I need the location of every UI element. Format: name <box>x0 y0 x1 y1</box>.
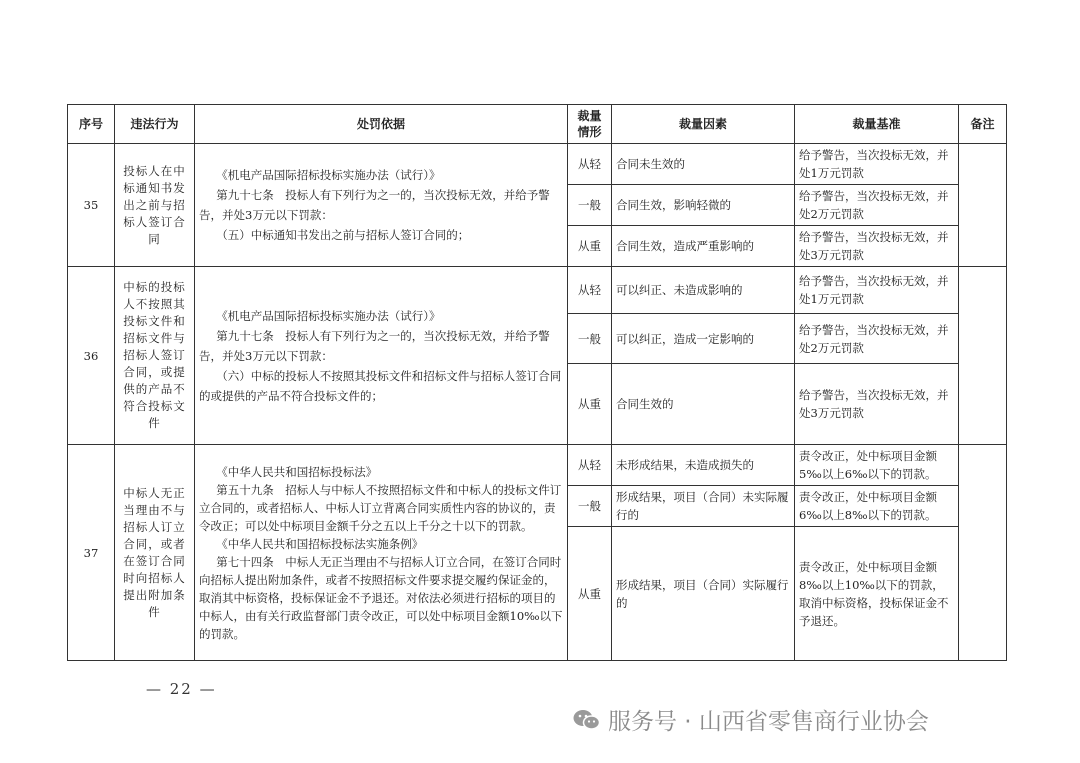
level-cell: 从重 <box>568 527 612 661</box>
violation-act: 中标人无正当理由不与招标人订立合同，或者在签订合同时向招标人提出附加条件 <box>115 445 195 661</box>
basis-item: （五）中标通知书发出之前与招标人签订合同的； <box>216 228 470 242</box>
violation-act: 投标人在中标通知书发出之前与招标人签订合同 <box>115 144 195 267</box>
header-standard: 裁量基准 <box>795 105 959 144</box>
table-row <box>68 267 1007 314</box>
level-cell: 一般 <box>568 185 612 226</box>
wechat-icon <box>572 708 602 732</box>
basis-clause-1: 第五十九条 招标人与中标人不按照招标文件和中标人的投标文件订立合同的，或者招标人、中标人订立背离合同实质性内容的协议的，责令改正；可以处中标项目金额千分之五以上千分之十以下的罚款。 <box>199 482 562 533</box>
basis-clause: 第九十七条 投标人有下列行为之一的，当次投标无效，并给予警告，并处3万元以下罚款： <box>199 188 550 222</box>
standard-cell: 给予警告，当次投标无效，并处2万元罚款 <box>795 314 959 364</box>
standard-cell: 责令改正，处中标项目金额6‰以上8‰以下的罚款。 <box>795 486 959 527</box>
factor-cell: 合同生效的 <box>612 364 795 445</box>
factor-cell: 可以纠正，造成一定影响的 <box>612 314 795 364</box>
standard-cell: 责令改正，处中标项目金额5‰以上6‰以下的罚款。 <box>795 445 959 486</box>
basis-title: 《机电产品国际招标投标实施办法（试行）》 <box>216 308 441 323</box>
factor-cell: 合同生效，造成严重影响的 <box>612 226 795 267</box>
header-situation: 裁量情形 <box>568 105 612 144</box>
standard-cell: 给予警告，当次投标无效，并处3万元罚款 <box>795 226 959 267</box>
header-factor: 裁量因素 <box>612 105 795 144</box>
level-cell: 从重 <box>568 364 612 445</box>
table-row <box>68 445 1007 486</box>
basis-title: 《机电产品国际招标投标实施办法（试行）》 <box>216 168 441 182</box>
header-no: 序号 <box>68 105 115 144</box>
basis-title-1: 《中华人民共和国招标投标法》 <box>216 464 378 479</box>
standard-cell: 责令改正，处中标项目金额8‰以上10‰以下的罚款，取消中标资格，投标保证金不予退还。 <box>795 527 959 661</box>
header-act: 违法行为 <box>115 105 195 144</box>
basis-clause: 第九十七条 投标人有下列行为之一的，当次投标无效，并给予警告，并处3万元以下罚款： <box>199 328 550 363</box>
level-cell: 从轻 <box>568 144 612 185</box>
factor-cell: 形成结果，项目（合同）未实际履行的 <box>612 486 795 527</box>
factor-cell: 未形成结果，未造成损失的 <box>612 445 795 486</box>
level-cell: 一般 <box>568 314 612 364</box>
level-cell: 从轻 <box>568 267 612 314</box>
factor-cell: 合同生效，影响轻微的 <box>612 185 795 226</box>
violation-act: 中标的投标人不按照其投标文件和招标文件与招标人签订合同，或提供的产品不符合投标文件 <box>115 267 195 445</box>
factor-cell: 合同未生效的 <box>612 144 795 185</box>
row-number: 35 <box>68 144 115 267</box>
level-cell: 从重 <box>568 226 612 267</box>
basis-title-2: 《中华人民共和国招标投标法实施条例》 <box>216 536 424 551</box>
header-remark: 备注 <box>959 105 1007 144</box>
penalty-basis <box>195 144 568 267</box>
table-row <box>68 144 1007 185</box>
watermark <box>572 703 929 736</box>
basis-item: （六）中标的投标人不按照其投标文件和招标文件与招标人签订合同的或提供的产品不符合投标文件的； <box>199 368 562 403</box>
header-row <box>68 105 1007 144</box>
standard-cell: 给予警告，当次投标无效，并处1万元罚款 <box>795 144 959 185</box>
factor-cell: 可以纠正、未造成影响的 <box>612 267 795 314</box>
watermark-text: 服务号 · 山西省零售商行业协会 <box>608 709 929 735</box>
penalty-basis <box>195 267 568 445</box>
header-basis: 处罚依据 <box>195 105 568 144</box>
standard-cell: 给予警告，当次投标无效，并处1万元罚款 <box>795 267 959 314</box>
remark-cell <box>959 267 1007 445</box>
remark-cell <box>959 445 1007 661</box>
penalty-basis <box>195 445 568 661</box>
level-cell: 从轻 <box>568 445 612 486</box>
standard-cell: 给予警告，当次投标无效，并处2万元罚款 <box>795 185 959 226</box>
basis-clause-2: 第七十四条 中标人无正当理由不与招标人订立合同，在签订合同时向招标人提出附加条件，或者不按照招标文件要求提交履约保证金的，取消其中标资格，投标保证金不予退还。对依法必须进行招标的项目的中标人，由有关行政监督部门责令改正，可以处中标项目金额10‰以下的罚款。 <box>199 554 563 641</box>
level-cell: 一般 <box>568 486 612 527</box>
remark-cell <box>959 144 1007 267</box>
standard-cell: 给予警告，当次投标无效，并处3万元罚款 <box>795 364 959 445</box>
factor-cell: 形成结果，项目（合同）实际履行的 <box>612 527 795 661</box>
penalty-table <box>67 104 1007 661</box>
page-number: — 22 — <box>146 680 217 698</box>
row-number: 36 <box>68 267 115 445</box>
row-number: 37 <box>68 445 115 661</box>
